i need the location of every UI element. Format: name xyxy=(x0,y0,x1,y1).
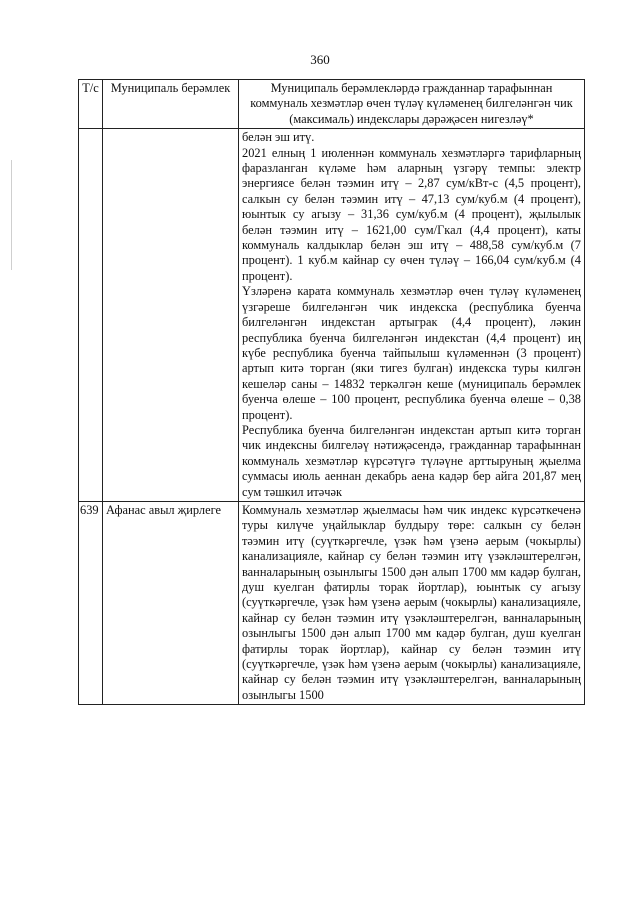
table-row xyxy=(79,129,585,502)
row-justification xyxy=(239,129,585,502)
page-number: 360 xyxy=(310,52,330,67)
paragraph: Республика буенча билгеләнгән индекстан артып китә торган чик индексны билгеләү нәтиҗәсендә, гражданнар тарафыннан коммуналь хезмәтләр күрсәтүгә түләүне арттыруның җыелма суммасы июль аеннан декабрь аена кадәр бер айга 201,87 мең сум тәшкил итәчәк xyxy=(242,422,581,499)
margin-line xyxy=(11,160,12,270)
header-number: Т/с xyxy=(79,80,103,129)
row-number xyxy=(79,129,103,502)
paragraph: Үзләренә карата коммуналь хезмәтләр өчен түләү күләменең үзгәреше билгеләнгән чик индекска (республика буенча билгеләнгән индекстан артыграк (4,4 процент), ләкин республика буенча билгеләнгән индекстан (4,4 процент) иң күбе республика буенча тайпылыш күләменнән (3 процент) артып китә торган (яки тигез булган) индекска туры килгән кешеләр саны – 14832 теркәлгән кеше (муниципаль берәмлек буенча өлеше – 100 процент, республика буенча өлеше – 0,38 процент). xyxy=(242,284,581,422)
paragraph: Коммуналь хезмәтләр җыелмасы һәм чик индекс күрсәткеченә туры килүче уңайлыклар булдыру төре: салкын су белән тәэмин итү (суүткәргечле, үзәк һәм үзенә аерым (чокырлы) канализацияле, кайнар су белән тәэмин итү үзәкләштерелгән, ванналарының озынлыгы 1500 дән алып 1700 мм кадәр булган, душ куелган фатирлы торак йортлар), юынтык су агызу (суүткәргечле, үзәк һәм үзенә аерым (чокырлы) канализацияле, кайнар су белән тәэмин итү үзәкләштерелгән, ванналарының озынлыгы 1500 дән алып 1700 мм кадәр булган, душ куелган фатирлы торак йортлар), кайнар су белән тәэмин итү (суүткәргечле, үзәк һәм үзенә аерым (чокырлы) канализацияле, кайнар су белән тәэмин итү үзәкләштерелгән, ванналарының озынлыгы 1500 xyxy=(242,502,581,702)
table-header-row xyxy=(79,80,585,129)
header-municipality: Муниципаль берәмлек xyxy=(103,80,239,129)
paragraph: 2021 елның 1 июленнән коммуналь хезмәтләргә тарифларның фаразланган күләме һәм аларның үзгәрү темпы: электр энергиясе белән тәэмин итү – 2,87 сум/кВт-с (4,5 процент), салкын су белән тәэмин итү – 47,13 сум/куб.м (4 процент), юынтык су агызу – 31,36 сум/куб.м (4 процент), җылылык белән тәэмин итү – 1621,00 сум/Гкал (4,4 процент), каты коммуналь калдыклар белән эш итү – 488,58 сум/куб.м (7 процент). 1 куб.м кайнар су өчен түләү – 166,04 сум/куб.м (4 процент). xyxy=(242,145,581,283)
row-justification xyxy=(239,501,585,704)
row-municipality: Афанас авыл җирлеге xyxy=(103,501,239,704)
header-justification: Муниципаль берәмлекләрдә гражданнар тарафыннан коммуналь хезмәтләр өчен түләү күләменең билгеләнгән чик (максималь) индекслары дәрәҗәсен нигезләү* xyxy=(239,80,585,129)
table-row xyxy=(79,501,585,704)
paragraph: белән эш итү. xyxy=(242,130,315,145)
indices-table xyxy=(78,79,585,705)
row-number: 639 xyxy=(79,501,103,704)
row-municipality xyxy=(103,129,239,502)
